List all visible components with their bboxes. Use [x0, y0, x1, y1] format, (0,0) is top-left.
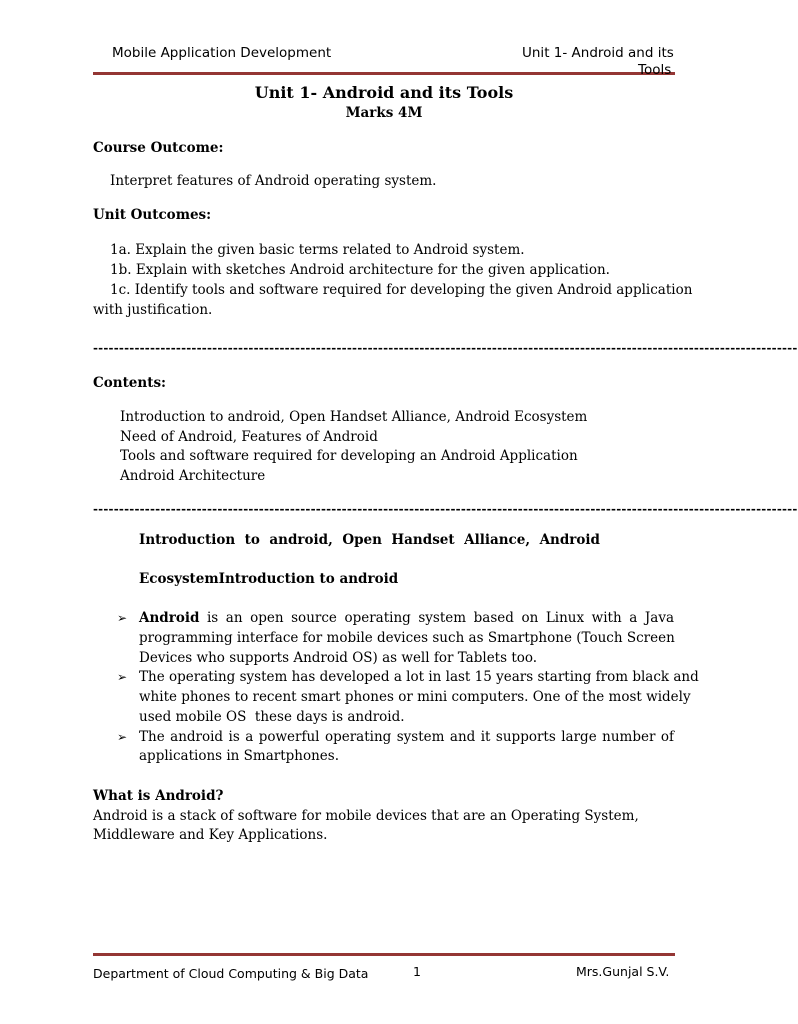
what-is-android-heading: What is Android? [93, 788, 224, 804]
footer-rule [93, 953, 675, 956]
contents-item: Android Architecture [120, 468, 266, 484]
footer-department: Department of Cloud Computing & Big Data [93, 966, 369, 981]
unit-outcome-item: 1c. Identify tools and software required for developing the given Android application [110, 282, 693, 298]
bullet-1-line3: Devices who supports Android OS) as well for Tablets too. [139, 650, 538, 666]
unit-outcome-item: 1b. Explain with sketches Android architecture for the given application. [110, 262, 610, 278]
contents-item: Need of Android, Features of Android [120, 429, 378, 445]
what-is-android-text-line2: Middleware and Key Applications. [93, 827, 328, 843]
section-heading-line2: EcosystemIntroduction to android [139, 571, 399, 587]
separator-line: ---------------------------------------------------------------------------------------------------------------------------------------- [93, 502, 798, 516]
contents-item: Introduction to android, Open Handset Alliance, Android Ecosystem [120, 409, 588, 425]
bullet-1-text: is an open source operating system based on Linux with a Java [199, 610, 674, 626]
unit-outcome-item: 1a. Explain the given basic terms related to Android system. [110, 242, 525, 258]
course-outcome-text: Interpret features of Android operating system. [110, 173, 437, 189]
bullet-1-line2: programming interface for mobile devices such as Smartphone (Touch Screen [139, 630, 675, 646]
bullet-2-line1: The operating system has developed a lot in last 15 years starting from black and [139, 669, 699, 685]
bullet-2-line3: used mobile OS these days is android. [139, 709, 405, 725]
header-left: Mobile Application Development [112, 45, 332, 61]
bullet-3-line2: applications in Smartphones. [139, 748, 340, 764]
contents-item: Tools and software required for developing an Android Application [120, 448, 578, 464]
footer-page-number: 1 [413, 964, 421, 979]
bullet-3-line1: The android is a powerful operating system and it supports large number of [139, 729, 674, 745]
header-right-line1: Unit 1- Android and its [522, 45, 674, 61]
unit-outcome-item-continued: with justification. [93, 302, 213, 318]
bullet-1-bold: Android [139, 610, 200, 626]
course-outcome-heading: Course Outcome: [93, 140, 224, 156]
bullet-arrow-icon: ➢ [117, 611, 128, 625]
what-is-android-text-line1: Android is a stack of software for mobile devices that are an Operating System, [93, 808, 639, 824]
separator-line: ---------------------------------------------------------------------------------------------------------------------------------------- [93, 341, 798, 355]
page-title: Unit 1- Android and its Tools [254, 83, 514, 102]
header-rule [93, 72, 675, 75]
bullet-2-line2: white phones to recent smart phones or mini computers. One of the most widely [139, 689, 691, 705]
bullet-arrow-icon: ➢ [117, 730, 128, 744]
footer-author: Mrs.Gunjal S.V. [576, 964, 670, 979]
contents-heading: Contents: [93, 375, 167, 391]
bullet-arrow-icon: ➢ [117, 670, 128, 684]
header-right-line2: Tools [638, 62, 672, 78]
page-subtitle-marks: Marks 4M [345, 105, 423, 121]
section-heading-line1: Introduction to android, Open Handset Alliance, Android [139, 532, 600, 548]
bullet-1-line1 [139, 608, 674, 628]
unit-outcomes-heading: Unit Outcomes: [93, 207, 212, 223]
